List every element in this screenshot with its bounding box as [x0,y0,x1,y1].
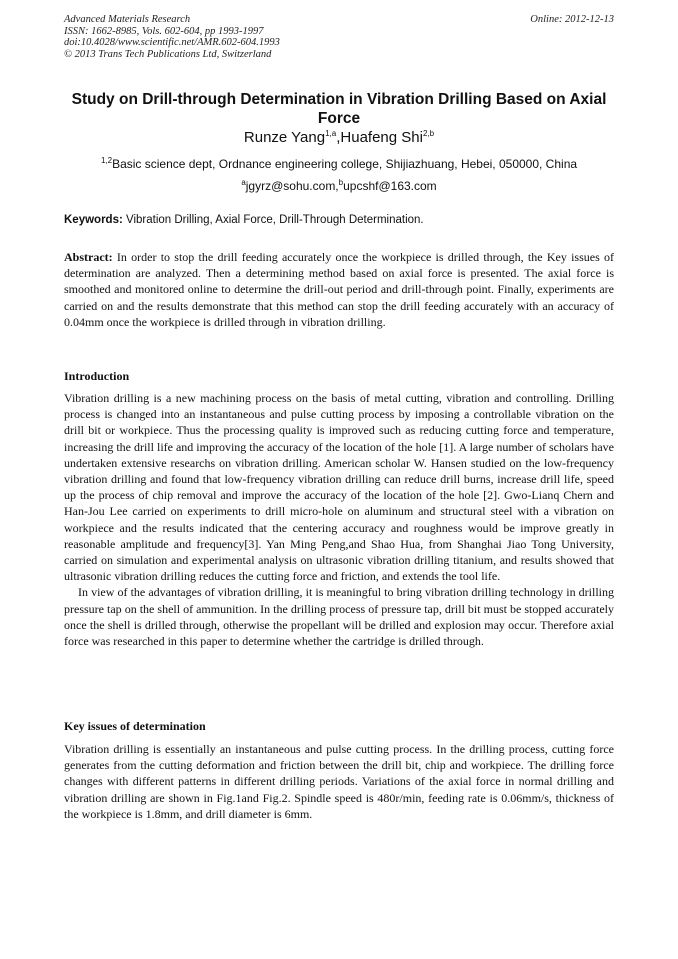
authors [64,128,614,148]
doi: doi:10.4028/www.scientific.net/AMR.602-604.1993 [64,37,280,48]
author-1-sup: 1,a [325,129,337,138]
author-separator: , [336,129,341,146]
affiliation-sup: 1,2 [100,156,113,165]
email-a[interactable]: jgyrz@sohu.com, [245,179,339,193]
author-2-name: Huafeng Shi [340,129,423,146]
keywords-label: Keywords: [64,214,123,226]
journal-name: Advanced Materials Research [64,14,191,25]
key-issues-body [64,741,614,822]
section-heading-key-issues: Key issues of determination [64,719,206,733]
author-emails [64,178,614,194]
journal-header [64,14,614,60]
author-2-sup: 2,b [422,129,435,138]
email-b[interactable]: upcshf@163.com [343,179,437,193]
abstract-paragraph [64,249,614,330]
email-a-sup: a [241,178,246,187]
keywords-text: Vibration Drilling, Axial Force, Drill-Through Determination. [122,214,424,226]
key-issues-paragraph-1: Vibration drilling is essentially an instantaneous and pulse cutting process. In the drilling process, cutting force generates from the cutting deformation and friction between the drill bit, chip and workpiece. The drilling force changes with different patterns in different drilling periods. Variations of the axial force in normal drilling and vibration drilling are shown in Fig.1and Fig.2. Spindle speed is 480r/min, feeding rate is 0.06mm/s, thickness of the workpiece is 1.8mm, and drill diameter is 6mm. [64,742,614,821]
email-b-sup: b [338,178,344,187]
abstract [64,249,614,330]
copyright: © 2013 Trans Tech Publications Ltd, Switzerland [64,48,272,60]
issn: ISSN: 1662-8985, Vols. 602-604, pp 1993-1997 [64,25,264,37]
introduction-body [64,390,614,649]
affiliation-text: Basic science dept, Ordnance engineering college, Shijiazhuang, Hebei, 050000, China [112,157,578,171]
author-1-name: Runze Yang [243,129,326,146]
paper-title: Study on Drill-through Determination in Vibration Drilling Based on Axial Force [71,91,607,127]
introduction-paragraph-2: In view of the advantages of vibration drilling, it is meaningful to bring vibration drilling technology in drilling pressure tap on the shell of ammunition. In the drilling process of pressure tap, drill bit must be stopped accurately once the shell is drilled through, otherwise the propellant will be drilled and explosion may occur. Therefore axial force was researched in this paper to determine whether the cartridge is drilled through. [64,585,614,649]
online-date: Online: 2012-12-13 [530,14,614,25]
affiliation [64,156,614,172]
abstract-label: Abstract: [64,250,113,264]
keywords [64,213,614,228]
section-heading-introduction: Introduction [64,369,130,383]
abstract-text: In order to stop the drill feeding accurately once the workpiece is drilled through, the Key issues of determination are analyzed. Then a determining method based on axial force is presented. The axial force is smoothed and monitored online to determine the drill-out period and drill-through point. Finally, experiments are carried on and the results demonstrate that this method can stop the drill feeding accurately with an accuracy of 0.04mm once the workpiece is drilled through in vibration drilling. [64,250,614,329]
introduction-paragraph-1: Vibration drilling is a new machining process on the basis of metal cutting, vibration and controlling. Drilling process is changed into an instantaneous and pulse cutting process by imposing a controllable vibration on the drill bit or workpiece. Thus the processing quality is improved such as reducing cutting force and temperature, increasing the drill life and improving the accuracy of the location of the hole [1]. A large number of scholars have undertaken extensive researchs on vibration drilling. American scholar W. Hansen studied on the low-frequency vibration drilling and found that low-frequency vibration drilling can reduce drill burns, increase drill life, speed up the process of chip removal and improve the accuracy of the location of the hole [2]. Gwo-Lianq Chern and Han-Jou Lee carried on experiments to drill micro-hole on aluminum and structural steel with a vibration on workpiece and the results indicated that the centering accuracy and roughness would be improve greatly in reasonable amplitude and frequency[3]. Yan Ming Peng,and Shao Hua, from Shanghai Jiao Tong University, carried on simulation and experimental analysis on ultrasonic vibration drilling titanium, and results showed that ultrasonic vibration drilling reduces the cutting force and friction, and extends the tool life. [64,391,614,584]
